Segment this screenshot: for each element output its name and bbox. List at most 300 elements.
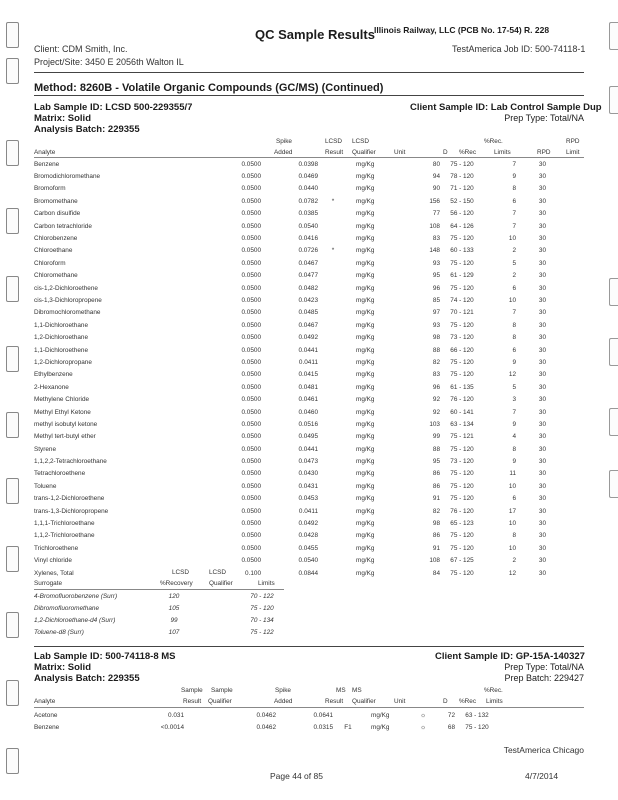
spike-cell: 0.0500 [241,210,261,218]
prec-cell: 85 [432,296,440,304]
col-prec-top: %Rec. [484,138,503,145]
limits-cell: 66 - 120 [450,346,474,354]
analyte-cell: Xylenes, Total [34,569,74,577]
limits-cell: 75 - 120 [450,321,474,329]
right-tab-mark [609,278,618,306]
table-row [34,480,546,492]
qualifier-cell [318,455,348,467]
rpd-cell: 10 [508,482,516,490]
d-cell [402,406,414,418]
table-row [34,369,546,381]
result-cell: 0.0540 [298,222,318,230]
spike-cell: 0.0500 [241,383,261,391]
limits-cell: 74 - 120 [450,296,474,304]
prec-cell: 95 [432,272,440,280]
result-cell: 0.0441 [298,445,318,453]
surrogate-name-cell: 4-Bromofluorobenzene (Surr) [34,592,118,600]
ms-col-res-top: MS [336,687,346,694]
analyte-cell: 1,1,1-Trichloroethane [34,520,95,528]
limits-cell: 75 - 120 [250,604,274,612]
unit-cell: mg/Kg [371,724,390,732]
qualifier-cell [318,183,348,195]
limits-cell: 61 - 135 [450,383,474,391]
limits-cell: 75 - 120 [450,532,474,540]
spike-cell: 0.0500 [241,247,261,255]
spike-cell: 0.100 [245,569,261,577]
limits-cell: 75 - 120 [465,724,489,732]
spike-cell: 0.0500 [241,321,261,329]
table-row [34,443,546,455]
sample-qualifier-cell [184,721,224,733]
col-limits: Limits [494,149,511,156]
d-cell [402,183,414,195]
surrogate-row [34,602,282,614]
limits-cell: 76 - 120 [450,507,474,515]
prec-cell: 96 [432,383,440,391]
analyte-cell: Trichloroethene [34,544,79,552]
result-cell: 0.0416 [298,235,318,243]
rpd-limit-cell: 30 [538,334,546,342]
col-rpd-limit: Limit [566,149,580,156]
spike-cell: 0.0500 [241,532,261,540]
unit-cell: mg/Kg [356,222,375,230]
limits-cell: 75 - 120 [450,160,474,168]
spike-cell: 0.0500 [241,445,261,453]
divider [34,72,584,73]
rpd-limit-cell: 30 [538,197,546,205]
analyte-cell: Tetrachloroethene [34,470,86,478]
table-row [34,170,546,182]
limits-cell: 75 - 120 [450,482,474,490]
limits-cell: 63 - 134 [450,420,474,428]
limits-cell: 76 - 120 [450,396,474,404]
ms-col-prec: %Rec [459,698,477,705]
spike-cell: 0.0500 [241,222,261,230]
unit-cell: mg/Kg [356,507,375,515]
analyte-cell: Methylene Chloride [34,396,90,404]
limits-cell: 64 - 126 [450,222,474,230]
rpd-cell: 10 [508,520,516,528]
table-row [34,158,546,170]
result-cell: 0.0423 [298,296,318,304]
spike-cell: 0.0500 [241,173,261,181]
d-cell [402,208,414,220]
lcsd-matrix: Matrix: Solid [34,113,92,124]
rpd-cell: 8 [512,532,516,540]
rpd-cell: 3 [512,396,516,404]
analyte-cell: Bromoform [34,185,66,193]
limits-cell: 60 - 133 [450,247,474,255]
limits-cell: 75 - 120 [450,569,474,577]
prec-cell: 108 [429,222,440,230]
result-cell: 0.0485 [298,309,318,317]
rpd-cell: 7 [512,222,516,230]
ms-col-unit: Unit [394,698,406,705]
unit-cell: mg/Kg [356,235,375,243]
result-cell: 0.0477 [298,272,318,280]
ms-col-analyte: Analyte [34,698,56,705]
prec-cell: 103 [429,420,440,428]
col-spike-top: Spike [276,138,292,145]
unit-cell: mg/Kg [356,247,375,255]
prec-cell: 84 [432,569,440,577]
spike-cell: 0.0500 [241,371,261,379]
right-tab-mark [609,470,618,498]
rpd-cell: 10 [508,544,516,552]
unit-cell: mg/Kg [356,210,375,218]
unit-cell: mg/Kg [356,197,375,205]
table-row [34,208,546,220]
ms-matrix: Matrix: Solid [34,662,92,673]
page-title: QC Sample Results [255,27,375,42]
d-cell [402,567,414,579]
table-row [34,270,546,282]
rpd-cell: 11 [509,470,516,478]
ms-col-qual-top: MS [352,687,362,694]
result-cell: 0.0411 [298,507,318,515]
rpd-limit-cell: 30 [538,173,546,181]
spike-cell: 0.0500 [241,557,261,565]
result-cell: 0.0411 [298,358,318,366]
company-line: Illinois Railway, LLC (PCB No. 17-54) R. 228 [374,25,550,35]
table-row [34,195,546,207]
analyte-cell: 1,1,2-Trichloroethane [34,532,95,540]
rpd-limit-cell: 30 [538,408,546,416]
prec-cell: 91 [432,495,440,503]
d-cell [402,195,414,207]
rpd-limit-cell: 30 [538,259,546,267]
analyte-cell: Bromodichloromethane [34,173,101,181]
analyte-cell: cis-1,3-Dichloropropene [34,296,102,304]
table-row [34,282,546,294]
prec-cell: 88 [432,346,440,354]
table-row [34,406,546,418]
d-cell [402,158,414,170]
rpd-cell: 10 [508,235,516,243]
spike-cell: 0.0500 [241,482,261,490]
rpd-limit-cell: 30 [538,458,546,466]
prec-cell: 86 [432,482,440,490]
recovery-cell: 99 [170,616,178,624]
analyte-cell: methyl isobutyl ketone [34,420,98,428]
prec-cell: 80 [432,160,440,168]
analyte-cell: trans-1,3-Dichloropropene [34,507,109,515]
rpd-limit-cell: 30 [538,235,546,243]
lcsd-results-table [34,158,546,579]
qualifier-cell [318,542,348,554]
qualifier-cell [318,319,348,331]
limits-cell: 71 - 120 [450,185,474,193]
rpd-cell: 5 [512,259,516,267]
qualifier-cell [318,282,348,294]
prec-cell: 77 [432,210,440,218]
ms-client-sample: Client Sample ID: GP-15A-140327 [435,651,585,662]
result-cell: 0.0453 [298,495,318,503]
analyte-cell: Ethylbenzene [34,371,73,379]
qualifier-cell [318,220,348,232]
lcsd-client-sample: Client Sample ID: Lab Control Sample Dup [410,102,602,113]
ms-col-prec-top: %Rec. [484,687,503,694]
d-cell [402,530,414,542]
rpd-limit-cell: 30 [538,383,546,391]
spike-cell: 0.0500 [241,408,261,416]
limits-cell: 67 - 125 [450,557,474,565]
surrogate-name-cell: Dibromofluoromethane [34,604,100,612]
table-row [34,493,546,505]
col-spike: Added [274,149,293,156]
prec-cell: 72 [447,711,455,719]
limits-cell: 75 - 120 [450,495,474,503]
qualifier-cell [318,530,348,542]
unit-cell: mg/Kg [356,544,375,552]
table-row [34,431,546,443]
table-row [34,517,546,529]
col-unit: Unit [394,149,406,156]
analyte-cell: 1,1-Dichloroethene [34,346,88,354]
result-cell: 0.0495 [298,433,318,441]
sample-result-cell: 0.031 [168,711,184,719]
prec-cell: 83 [432,235,440,243]
unit-cell: mg/Kg [356,321,375,329]
col-rpd-top: RPD [566,138,580,145]
rpd-cell: 4 [512,433,516,441]
rpd-cell: 17 [508,507,516,515]
d-cell [402,307,414,319]
rpd-cell: 8 [512,334,516,342]
page-number: Page 44 of 85 [270,771,323,781]
ms-col-squal-top: Sample [211,687,233,694]
table-row [34,294,546,306]
col-qualifier-top: LCSD [352,138,370,145]
d-cell [402,170,414,182]
qualifier-cell [192,614,242,626]
spike-cell: 0.0500 [241,296,261,304]
table-row [34,331,546,343]
right-tab-mark [609,338,618,366]
result-cell: 0.0467 [298,321,318,329]
prec-cell: 97 [432,309,440,317]
unit-cell: mg/Kg [356,272,375,280]
limits-cell: 75 - 120 [450,445,474,453]
ms-prep-type: Prep Type: Total/NA [504,662,584,672]
analyte-cell: Acetone [34,711,58,719]
spike-cell: 0.0500 [241,358,261,366]
rpd-cell: 5 [512,383,516,391]
rpd-cell: 10 [508,296,516,304]
lcsd-sample-id: Lab Sample ID: LCSD 500-229355/7 [34,102,193,113]
result-cell: 0.0460 [298,408,318,416]
col-prec: %Rec [459,149,477,156]
lcsd-prep-type: Prep Type: Total/NA [504,113,584,123]
d-cell [402,369,414,381]
right-tab-mark [609,86,618,114]
binder-hole [6,58,19,84]
d-cell [402,270,414,282]
table-row [34,555,546,567]
d-cell [402,245,414,257]
result-cell: 0.0461 [298,396,318,404]
table-row [34,455,546,467]
col-result-top: LCSD [325,138,343,145]
d-cell [402,220,414,232]
rpd-limit-cell: 30 [538,247,546,255]
spike-cell: 0.0500 [241,544,261,552]
qualifier-cell [333,709,363,721]
d-cell [402,555,414,567]
rpd-cell: 6 [512,495,516,503]
prec-cell: 86 [432,532,440,540]
qualifier-cell [318,381,348,393]
limits-cell: 70 - 122 [250,592,274,600]
d-cell [402,294,414,306]
qualifier-cell [318,208,348,220]
qualifier-cell [318,270,348,282]
prec-cell: 148 [429,247,440,255]
rpd-cell: 8 [512,321,516,329]
table-row [34,709,499,721]
prec-cell: 92 [432,408,440,416]
table-row [34,418,546,430]
spike-cell: 0.0500 [241,396,261,404]
recovery-cell: 105 [168,604,180,612]
unit-cell: mg/Kg [356,458,375,466]
footer-date: 4/7/2014 [525,771,559,781]
qualifier-cell [318,505,348,517]
right-tab-mark [609,408,618,436]
rpd-limit-cell: 30 [538,569,546,577]
method-heading: Method: 8260B - Volatile Organic Compounds (GC/MS) (Continued) [34,82,384,94]
qualifier-cell [318,406,348,418]
binder-hole [6,546,19,572]
rpd-cell: 9 [512,458,516,466]
spike-cell: 0.0500 [241,334,261,342]
binder-hole [6,22,19,48]
result-cell: 0.0398 [298,160,318,168]
limits-cell: 75 - 122 [250,628,274,636]
qualifier-cell [318,232,348,244]
spike-cell: 0.0462 [256,724,276,732]
table-row [34,542,546,554]
rpd-limit-cell: 30 [538,520,546,528]
d-cell [402,232,414,244]
rpd-cell: 6 [512,197,516,205]
spike-cell: 0.0500 [241,185,261,193]
rpd-cell: 7 [512,309,516,317]
result-cell: 0.0440 [298,185,318,193]
prec-cell: 82 [432,358,440,366]
limits-cell: 73 - 120 [450,458,474,466]
d-cell [402,356,414,368]
rpd-limit-cell: 30 [538,210,546,218]
unit-cell: mg/Kg [356,482,375,490]
rpd-cell: 6 [512,284,516,292]
unit-cell: mg/Kg [356,346,375,354]
rpd-cell: 2 [512,247,516,255]
unit-cell: mg/Kg [356,309,375,317]
d-cell [402,331,414,343]
rpd-cell: 7 [512,408,516,416]
d-cell: ☼ [420,724,426,732]
limits-cell: 61 - 129 [450,272,474,280]
result-cell: 0.0441 [298,346,318,354]
unit-cell: mg/Kg [356,284,375,292]
ms-col-spike: Added [274,698,293,705]
binder-hole [6,276,19,302]
qualifier-cell [318,257,348,269]
unit-cell: mg/Kg [356,532,375,540]
qualifier-cell [318,418,348,430]
limits-cell: 75 - 121 [450,433,474,441]
recovery-cell: 107 [168,628,180,636]
ms-col-sres: Result [183,698,202,705]
qualifier-cell [318,493,348,505]
unit-cell: mg/Kg [356,495,375,503]
d-cell [402,381,414,393]
limits-cell: 75 - 120 [450,358,474,366]
table-row [34,232,546,244]
qualifier-cell [318,431,348,443]
rpd-limit-cell: 30 [538,346,546,354]
limits-cell: 75 - 120 [450,371,474,379]
result-cell: 0.0492 [298,334,318,342]
recovery-cell: 120 [168,592,180,600]
divider [34,95,584,96]
table-row [34,505,546,517]
rpd-limit-cell: 30 [538,160,546,168]
limits-cell: 75 - 120 [450,470,474,478]
prec-cell: 94 [432,173,440,181]
table-row [34,183,546,195]
spike-cell: 0.0500 [241,235,261,243]
analyte-cell: Toluene [34,482,57,490]
job-id: TestAmerica Job ID: 500-74118-1 [452,44,586,54]
unit-cell: mg/Kg [356,259,375,267]
rpd-limit-cell: 30 [538,470,546,478]
rpd-cell: 9 [512,420,516,428]
table-row [34,530,546,542]
spike-cell: 0.0500 [241,420,261,428]
rpd-cell: 2 [512,557,516,565]
ms-batch: Analysis Batch: 229355 [34,673,140,684]
qualifier-cell [318,344,348,356]
limits-cell: 56 - 120 [450,210,474,218]
rpd-limit-cell: 30 [538,185,546,193]
spike-cell: 0.0500 [241,160,261,168]
surrogate-name-cell: 1,2-Dichloroethane-d4 (Surr) [34,616,116,624]
d-cell [402,431,414,443]
rpd-cell: 2 [512,272,516,280]
d-cell [402,505,414,517]
table-row [34,356,546,368]
unit-cell: mg/Kg [371,711,390,719]
d-cell [402,455,414,467]
qualifier-cell [318,307,348,319]
unit-cell: mg/Kg [356,383,375,391]
surrogate-row [34,626,282,638]
result-cell: 0.0431 [298,482,318,490]
analyte-cell: Benzene [34,160,60,168]
ms-col-spike-top: Spike [275,687,291,694]
d-cell [402,257,414,269]
sur-col-qualifier: Qualifier [209,580,233,587]
project-line: Project/Site: 3450 E 2056th Walton IL [34,57,184,67]
qualifier-cell [318,294,348,306]
result-cell: 0.0516 [298,420,318,428]
d-cell [402,282,414,294]
rpd-limit-cell: 30 [538,482,546,490]
prec-cell: 98 [432,520,440,528]
limits-cell: 70 - 134 [250,616,274,624]
